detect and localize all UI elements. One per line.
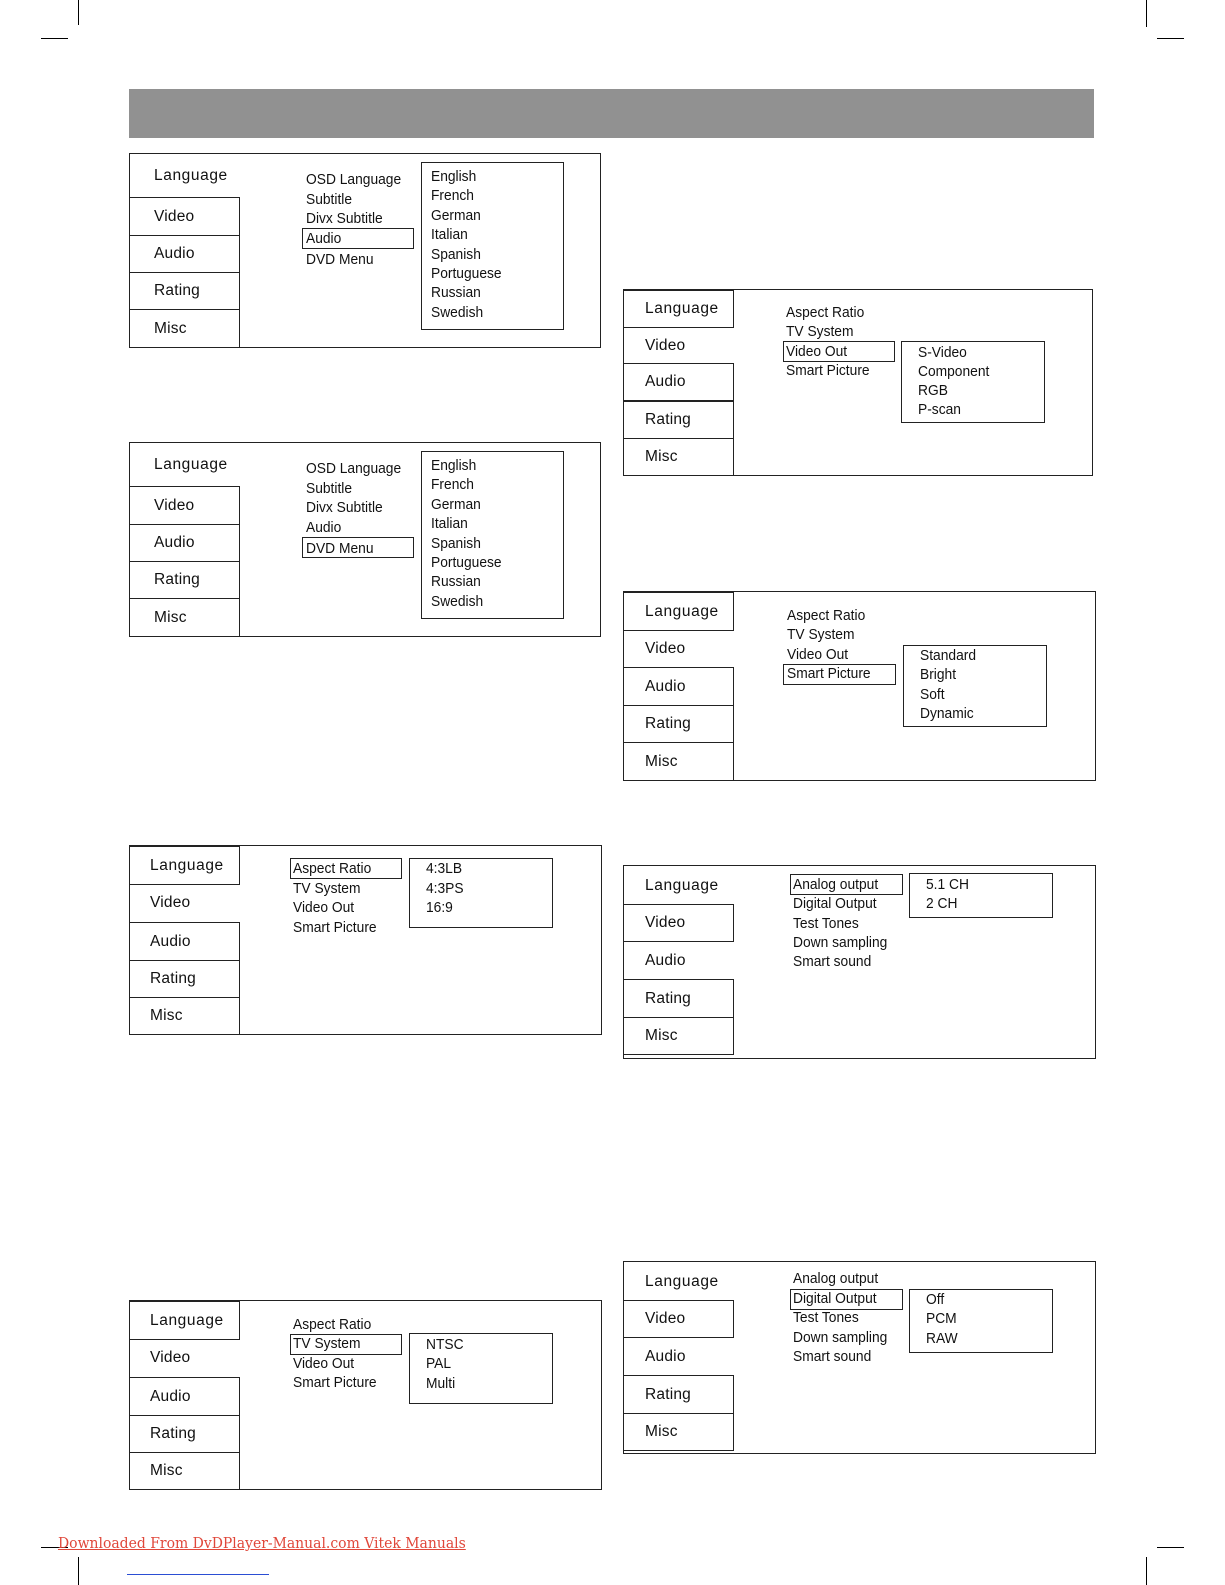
menu-item-tv-system[interactable]: TV System <box>786 323 854 340</box>
menu-item-dvd-menu[interactable]: DVD Menu <box>306 540 374 557</box>
option-16-9[interactable]: 16:9 <box>426 899 453 916</box>
option-rgb[interactable]: RGB <box>918 382 948 399</box>
tab-video[interactable]: Video <box>624 904 734 942</box>
option-off[interactable]: Off <box>926 1291 945 1308</box>
tab-audio[interactable]: Audio <box>645 1348 686 1365</box>
menu-item-down-sampling[interactable]: Down sampling <box>793 1329 888 1346</box>
option-5-1-ch[interactable]: 5.1 CH <box>926 876 969 893</box>
option-italian[interactable]: Italian <box>431 226 468 243</box>
menu-item-tv-system[interactable]: TV System <box>293 1335 361 1352</box>
crop-mark <box>1146 0 1147 27</box>
tab-language[interactable]: Language <box>624 592 734 631</box>
option-4-3lb[interactable]: 4:3LB <box>426 860 463 877</box>
menu-item-video-out[interactable]: Video Out <box>787 646 849 663</box>
tab-language[interactable]: Language <box>154 455 228 473</box>
menu-item-divx-subtitle[interactable]: Divx Subtitle <box>306 499 383 516</box>
setup-menu-panel <box>623 289 1093 476</box>
menu-item-digital-output[interactable]: Digital Output <box>793 1290 877 1307</box>
tab-audio[interactable]: Audio <box>130 922 240 961</box>
option-russian[interactable]: Russian <box>431 284 481 301</box>
tab-rating[interactable]: Rating <box>130 1415 240 1453</box>
menu-item-audio[interactable]: Audio <box>306 519 342 536</box>
setup-menu-panel <box>623 1261 1096 1454</box>
tab-video[interactable]: Video <box>150 1349 191 1366</box>
tab-language[interactable]: Language <box>130 846 240 885</box>
menu-item-smart-picture[interactable]: Smart Picture <box>293 1374 377 1391</box>
tab-rating[interactable]: Rating <box>624 705 734 743</box>
setup-menu-panel <box>129 442 601 637</box>
tab-rating[interactable]: Rating <box>130 272 240 310</box>
footer-download-link[interactable]: Downloaded From DvDPlayer-Manual.com Vitek Manuals <box>58 1534 466 1552</box>
option-german[interactable]: German <box>431 207 481 224</box>
option-component[interactable]: Component <box>918 363 990 380</box>
option-ntsc[interactable]: NTSC <box>426 1336 464 1353</box>
option-english[interactable]: English <box>431 168 477 185</box>
option-multi[interactable]: Multi <box>426 1375 456 1392</box>
option-english[interactable]: English <box>431 457 477 474</box>
tab-language[interactable]: Language <box>645 1272 719 1290</box>
menu-item-subtitle[interactable]: Subtitle <box>306 191 353 208</box>
option-german[interactable]: German <box>431 496 481 513</box>
menu-item-test-tones[interactable]: Test Tones <box>793 915 859 932</box>
tab-video[interactable]: Video <box>130 486 240 525</box>
option-spanish[interactable]: Spanish <box>431 246 481 263</box>
menu-item-dvd-menu[interactable]: DVD Menu <box>306 251 374 268</box>
option-standard[interactable]: Standard <box>920 647 977 664</box>
option-italian[interactable]: Italian <box>431 515 468 532</box>
option-french[interactable]: French <box>431 187 474 204</box>
menu-item-down-sampling[interactable]: Down sampling <box>793 934 888 951</box>
crop-mark <box>1157 1547 1184 1548</box>
option-raw[interactable]: RAW <box>926 1330 958 1347</box>
menu-item-smart-picture[interactable]: Smart Picture <box>787 665 871 682</box>
section-header-bar <box>129 89 1094 138</box>
option-4-3ps[interactable]: 4:3PS <box>426 880 464 897</box>
tab-misc[interactable]: Misc <box>130 598 240 637</box>
tab-language[interactable]: Language <box>130 1301 240 1340</box>
menu-item-smart-sound[interactable]: Smart sound <box>793 953 872 970</box>
menu-item-video-out[interactable]: Video Out <box>293 899 355 916</box>
menu-item-video-out[interactable]: Video Out <box>786 343 848 360</box>
option-swedish[interactable]: Swedish <box>431 593 484 610</box>
tab-language[interactable]: Language <box>154 166 228 184</box>
setup-menu-panel <box>129 845 602 1035</box>
menu-item-video-out[interactable]: Video Out <box>293 1355 355 1372</box>
tab-video[interactable]: Video <box>130 197 240 236</box>
crop-mark <box>1146 1557 1147 1585</box>
tab-audio[interactable]: Audio <box>130 235 240 273</box>
option-portuguese[interactable]: Portuguese <box>431 554 502 571</box>
menu-item-subtitle[interactable]: Subtitle <box>306 480 353 497</box>
tab-video[interactable]: Video <box>150 894 191 911</box>
tab-video[interactable]: Video <box>624 1300 734 1338</box>
tab-rating[interactable]: Rating <box>624 401 734 439</box>
tab-audio[interactable]: Audio <box>624 363 734 401</box>
menu-item-osd-language[interactable]: OSD Language <box>306 171 402 188</box>
menu-item-tv-system[interactable]: TV System <box>293 880 361 897</box>
menu-item-smart-picture[interactable]: Smart Picture <box>786 362 870 379</box>
tab-audio[interactable]: Audio <box>130 1377 240 1416</box>
footer-underline <box>127 1574 269 1575</box>
setup-menu-panel <box>623 865 1096 1059</box>
menu-item-osd-language[interactable]: OSD Language <box>306 460 402 477</box>
option-soft[interactable]: Soft <box>920 686 945 703</box>
setup-menu-panel <box>623 591 1096 781</box>
menu-item-smart-sound[interactable]: Smart sound <box>793 1348 872 1365</box>
crop-mark <box>78 0 79 25</box>
crop-mark <box>1157 38 1184 39</box>
tab-misc[interactable]: Misc <box>130 1452 240 1490</box>
tab-misc[interactable]: Misc <box>130 309 240 348</box>
tab-rating[interactable]: Rating <box>624 979 734 1018</box>
tab-audio[interactable]: Audio <box>645 952 686 969</box>
tab-misc[interactable]: Misc <box>624 742 734 781</box>
option-portuguese[interactable]: Portuguese <box>431 265 502 282</box>
tab-video[interactable]: Video <box>645 640 686 657</box>
option-2-ch[interactable]: 2 CH <box>926 895 958 912</box>
tab-audio[interactable]: Audio <box>624 667 734 706</box>
option-dynamic[interactable]: Dynamic <box>920 705 974 722</box>
option-bright[interactable]: Bright <box>920 666 957 683</box>
crop-mark <box>78 1557 79 1585</box>
crop-mark <box>41 38 68 39</box>
option-spanish[interactable]: Spanish <box>431 535 481 552</box>
option-swedish[interactable]: Swedish <box>431 304 484 321</box>
option-russian[interactable]: Russian <box>431 573 481 590</box>
option-pcm[interactable]: PCM <box>926 1310 957 1327</box>
menu-item-smart-picture[interactable]: Smart Picture <box>293 919 377 936</box>
option-s-video[interactable]: S-Video <box>918 344 967 361</box>
menu-item-aspect-ratio[interactable]: Aspect Ratio <box>786 304 865 321</box>
tab-audio[interactable]: Audio <box>130 524 240 562</box>
menu-item-aspect-ratio[interactable]: Aspect Ratio <box>293 1316 372 1333</box>
option-p-scan[interactable]: P-scan <box>918 401 961 418</box>
menu-item-divx-subtitle[interactable]: Divx Subtitle <box>306 210 383 227</box>
tab-language[interactable]: Language <box>645 876 719 894</box>
menu-item-aspect-ratio[interactable]: Aspect Ratio <box>787 607 866 624</box>
tab-misc[interactable]: Misc <box>130 997 240 1035</box>
tab-misc[interactable]: Misc <box>624 438 734 476</box>
tab-video[interactable]: Video <box>645 336 686 354</box>
tab-rating[interactable]: Rating <box>130 960 240 998</box>
menu-item-test-tones[interactable]: Test Tones <box>793 1309 859 1326</box>
tab-rating[interactable]: Rating <box>624 1375 734 1414</box>
option-pal[interactable]: PAL <box>426 1355 452 1372</box>
tab-language[interactable]: Language <box>624 290 734 328</box>
tab-misc[interactable]: Misc <box>624 1413 734 1451</box>
menu-item-analog-output[interactable]: Analog output <box>793 1270 879 1287</box>
tab-rating[interactable]: Rating <box>130 561 240 599</box>
tab-misc[interactable]: Misc <box>624 1017 734 1055</box>
menu-item-digital-output[interactable]: Digital Output <box>793 895 877 912</box>
menu-item-audio[interactable]: Audio <box>306 230 342 247</box>
setup-menu-panel <box>129 1300 602 1490</box>
setup-menu-panel <box>129 153 601 348</box>
menu-item-aspect-ratio[interactable]: Aspect Ratio <box>293 860 372 877</box>
option-french[interactable]: French <box>431 476 474 493</box>
menu-item-tv-system[interactable]: TV System <box>787 626 855 643</box>
menu-item-analog-output[interactable]: Analog output <box>793 876 879 893</box>
